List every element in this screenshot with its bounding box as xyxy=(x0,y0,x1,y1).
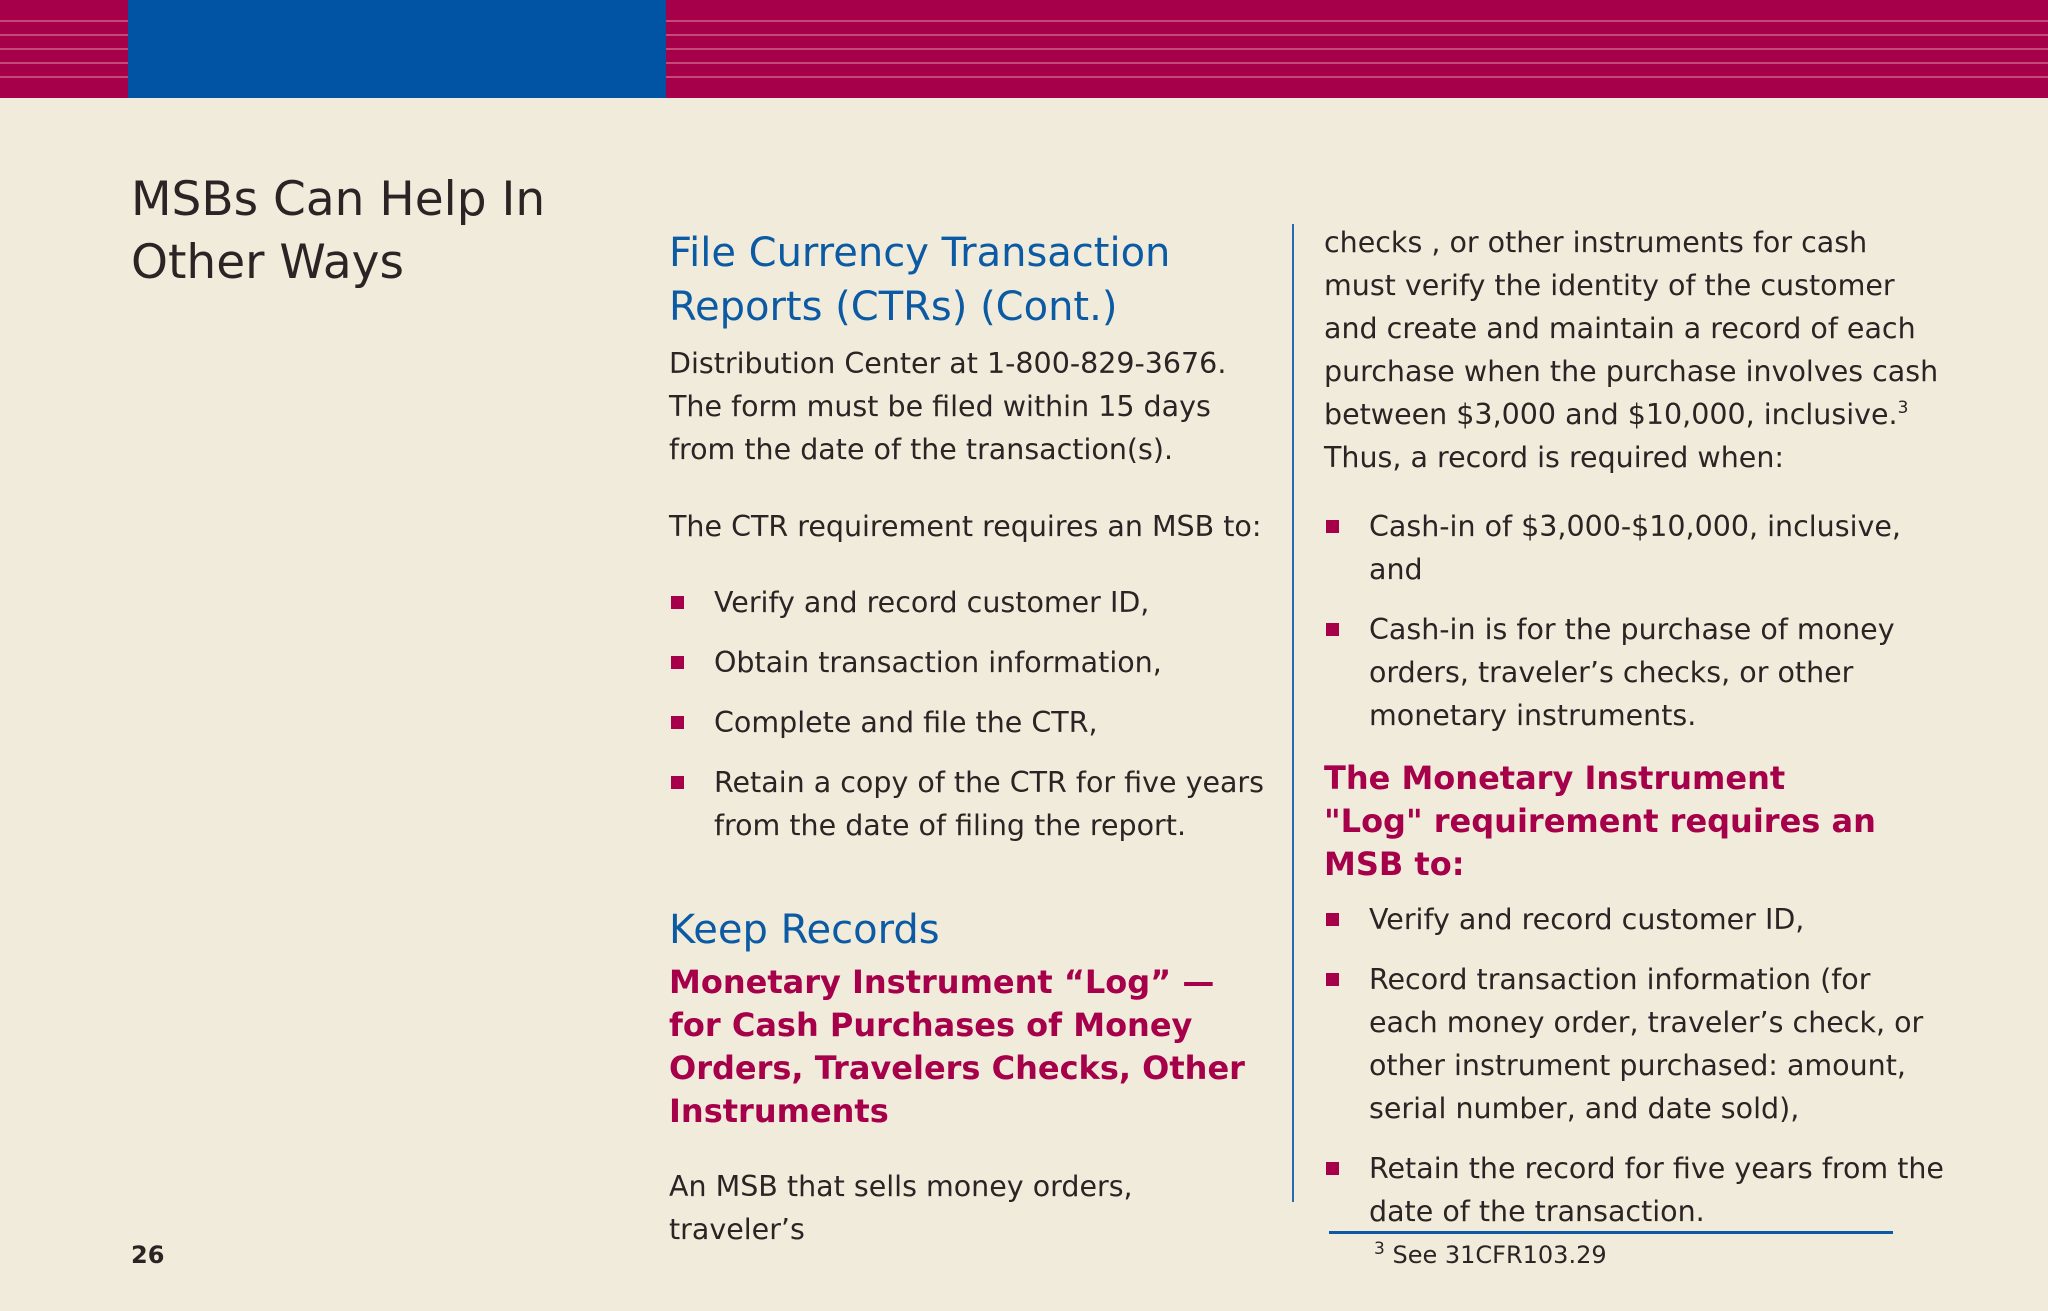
page-number: 26 xyxy=(131,1241,165,1269)
square-bullet-icon xyxy=(671,656,684,669)
footnote-text: See 31CFR103.29 xyxy=(1392,1241,1607,1269)
list-item: Verify and record customer ID, xyxy=(1324,898,1944,941)
log-requirement-heading: The Monetary Instrument "Log" requirement requires an MSB to: xyxy=(1324,759,1876,883)
square-bullet-icon xyxy=(1326,1162,1339,1175)
list-item: Cash-in of $3,000-$10,000, inclusive, and xyxy=(1324,505,1944,591)
header-blue-block xyxy=(128,0,666,98)
square-bullet-icon xyxy=(1326,623,1339,636)
msb-paragraph: An MSB that sells money orders, traveler’s xyxy=(669,1170,1133,1246)
list-item: Cash-in is for the purchase of money orders, traveler’s checks, or other monetary instruments. xyxy=(1324,608,1944,737)
footnote xyxy=(1374,1240,1607,1270)
ctr-requirement-intro: The CTR requirement requires an MSB to: xyxy=(669,510,1262,543)
footnote-marker: 3 xyxy=(1897,398,1909,418)
right-column xyxy=(1324,226,1944,1233)
square-bullet-icon xyxy=(671,776,684,789)
ctr-paragraph: Distribution Center at 1-800-829-3676. The form must be filed within 15 days from the date of the transaction(s). xyxy=(669,347,1227,466)
keep-records-heading: Keep Records xyxy=(669,907,940,953)
ctr-bullet-list xyxy=(669,581,1269,847)
ctr-heading: File Currency Transaction Reports (CTRs) (Cont.) xyxy=(669,230,1171,330)
list-item: Record transaction information (for each money order, traveler’s check, or other instrument purchased: amount, serial number, and date sold), xyxy=(1324,958,1944,1130)
column-divider xyxy=(1292,224,1294,1202)
square-bullet-icon xyxy=(1326,973,1339,986)
list-item: Verify and record customer ID, xyxy=(669,581,1269,624)
page-title: MSBs Can Help In Other Ways xyxy=(131,172,546,290)
list-item: Complete and file the CTR, xyxy=(669,701,1269,744)
footnote-rule xyxy=(1329,1231,1893,1234)
square-bullet-icon xyxy=(671,716,684,729)
log-subheading: Monetary Instrument “Log” — for Cash Purchases of Money Orders, Travelers Checks, Other Instruments xyxy=(669,963,1245,1130)
record-conditions-list xyxy=(1324,505,1944,737)
footnote-number: 3 xyxy=(1374,1239,1385,1259)
square-bullet-icon xyxy=(1326,520,1339,533)
list-item: Retain a copy of the CTR for five years from the date of filing the report. xyxy=(669,761,1269,847)
list-item: Obtain transaction information, xyxy=(669,641,1269,684)
square-bullet-icon xyxy=(671,596,684,609)
log-requirement-list xyxy=(1324,898,1944,1233)
square-bullet-icon xyxy=(1326,913,1339,926)
middle-column xyxy=(669,226,1269,1251)
header-band xyxy=(0,0,2048,98)
list-item: Retain the record for five years from the date of the transaction. xyxy=(1324,1147,1944,1233)
record-paragraph: checks , or other instruments for cash must verify the identity of the customer and create and maintain a record of each purchase when the purchase involves cash between $3,000 and $10,000, inclusive.$^3$ Thus, a record is required when: xyxy=(1324,226,1939,474)
